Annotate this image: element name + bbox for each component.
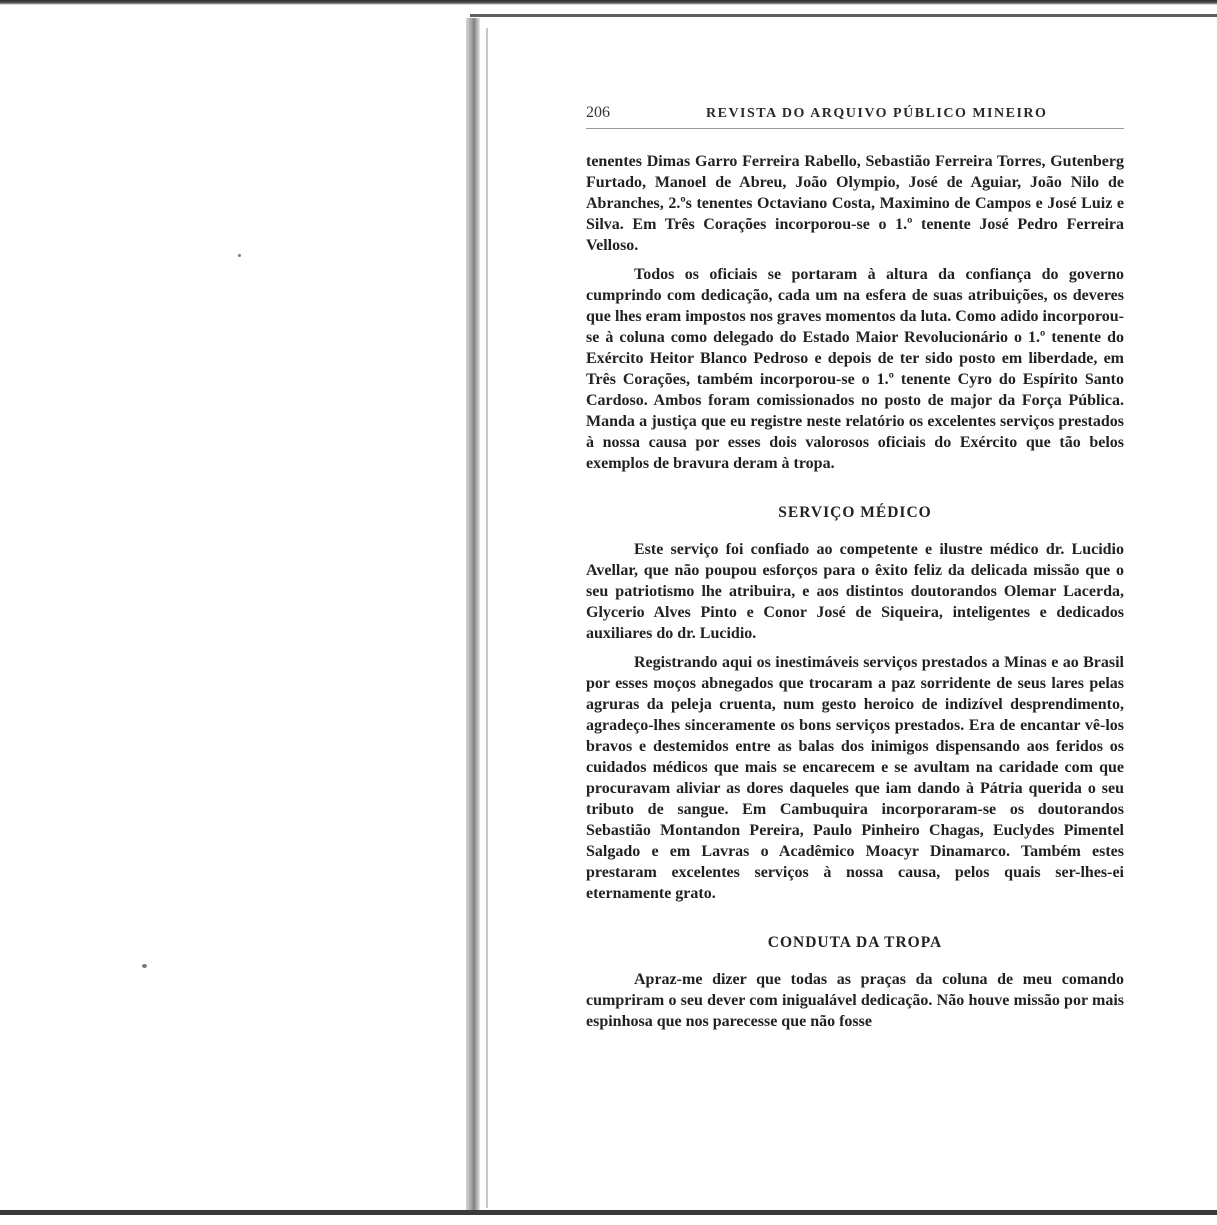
running-header: [586, 104, 1124, 129]
paragraph-officers-list: tenentes Dimas Garro Ferreira Rabello, Sebastião Ferreira Torres, Gutenberg Furtado, Manoel de Abreu, João Olympio, José de Aguiar, João Nilo de Abranches, 2.ºs tenentes Octaviano Costa, Maximino de Campos e José Luiz e Silva. Em Três Corações incorporou-se o 1.º tenente José Pedro Ferreira Velloso.: [586, 153, 1124, 254]
paragraph-medical-thanks: Registrando aqui os inestimáveis serviços prestados a Minas e ao Brasil por esses moços abnegados que trocaram a paz sorridente de seus lares pelas agruras da peleja cruenta, num gesto heroico de indizível desprendimento, agradeço-lhes sinceramente os bons serviços prestados. Era de encantar vê-los bravos e destemidos entre as balas dos inimigos dispensando aos feridos os cuidados médicos que mais se encarecem e se avultam na caridade com que procuravam aliviar as dores daqueles que iam dando à Pátria querida o seu tributo de sangue. Em Cambuquira incorporaram-se os doutorandos Sebastião Montandon Pereira, Paulo Pinheiro Chagas, Euclydes Pimentel Salgado e em Lavras o Acadêmico Moacyr Dinamarco. Também estes prestaram excelentes serviços à nossa causa, pelos quais ser-lhes-ei eternamente grato.: [586, 654, 1124, 902]
scan-speck: [238, 254, 241, 257]
document-page: [586, 104, 1124, 1032]
paragraph-troop-conduct: Apraz-me dizer que todas as praças da coluna de meu comando cumpriram o seu dever com inigualável dedicação. Não houve missão por mais espinhosa que nos parecesse que não fosse: [586, 971, 1124, 1030]
scan-edge-bottom: [0, 1210, 1217, 1215]
scan-edge-page-top: [470, 14, 1217, 17]
spine-shadow-line: [486, 28, 488, 1208]
section-heading-conduta-da-tropa: CONDUTA DA TROPA: [767, 934, 943, 951]
paragraph-officers-conduct: Todos os oficiais se portaram à altura da confiança do governo cumprindo com dedicação, cada um na esfera de suas atribuições, os deveres que lhes eram impostos nos graves momentos da luta. Como adido incorporou-se à coluna como delegado do Estado Maior Revolucionário o 1.º tenente do Exército Heitor Blanco Pedroso e depois de ter sido posto em liberdade, em Três Corações, também incorporou-se o 1.º tenente Cyro do Espírito Santo Cardoso. Ambos foram comissionados no posto de major da Força Pública. Manda a justiça que eu registre neste relatório os excelentes serviços prestados à nossa causa por esses dois valorosos oficiais do Exército que tão belos exemplos de bravura deram à tropa.: [586, 266, 1124, 472]
page-number: 206: [586, 104, 610, 121]
scan-edge-top: [0, 0, 1217, 5]
scan-speck: [142, 964, 147, 968]
book-spine: [466, 18, 480, 1210]
section-heading-servico-medico: SERVIÇO MÉDICO: [778, 504, 932, 521]
journal-title: REVISTA DO ARQUIVO PÚBLICO MINEIRO: [706, 106, 1048, 121]
paragraph-medical-service: Este serviço foi confiado ao competente e ilustre médico dr. Lucidio Avellar, que não poupou esforços para o êxito feliz da delicada missão que o seu patriotismo lhe atribuira, e aos distintos doutorandos Olemar Lacerda, Glycerio Alves Pinto e Conor José de Siqueira, inteligentes e dedicados auxiliares do dr. Lucidio.: [586, 541, 1124, 642]
